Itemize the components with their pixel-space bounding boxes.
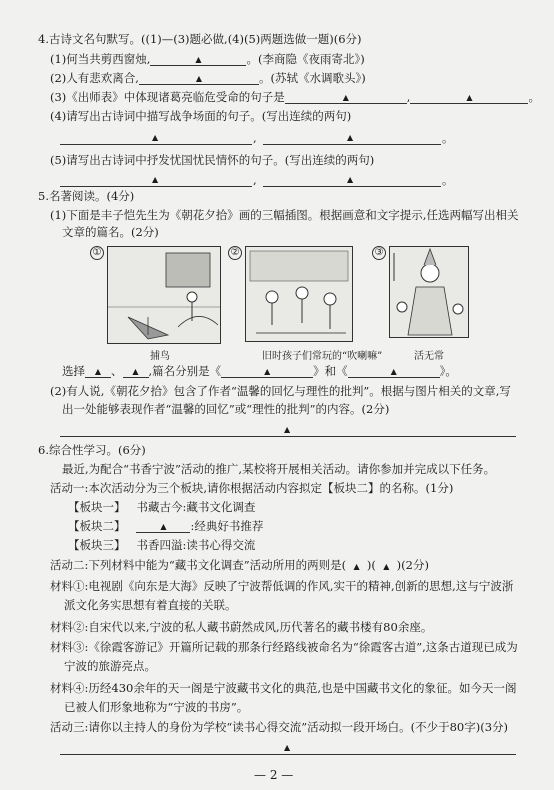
illustration-blowing-lama [245,246,353,342]
triangle-mark-icon: ▲ [284,425,291,434]
block-row: 【板块一】 书藏古今:藏书文化调查 [68,500,256,514]
q4-item-1: (1)何当共剪西窗烛, ▲ 。(李商隐《夜雨寄北》) [50,52,365,66]
illustration-living-impermanence [389,246,469,338]
picture-caption: 活无常 [414,351,444,362]
answer-line[interactable] [263,175,441,187]
q5-part1-line1: (1)下面是丰子恺先生为《朝花夕拾》画的三幅插图。根据画意和文字提示,任选两幅写出相关 [50,208,519,222]
answer-blank[interactable] [221,365,313,378]
material-line: 材料③:《徐霞客游记》开篇所记载的那条行经路线被命名为“徐霞客古道”,这条古道现已成为 [50,640,518,654]
answer-blank[interactable] [285,91,407,104]
answer-blank[interactable] [123,365,149,378]
q6-heading: 6.综合性学习。(6分) [38,443,146,457]
block-row: 【板块三】 书香四溢:读书心得交流 [68,538,256,552]
triangle-mark-icon: ▲ [383,562,390,571]
triangle-mark-icon: ▲ [195,74,203,83]
triangle-mark-icon: ▲ [466,93,473,102]
triangle-mark-icon: ▲ [132,367,139,376]
q6-activity-2: 活动二:下列材料中能为“藏书文化调查”活动所用的两则是( ▲ )( ▲ )(2分) [50,558,429,572]
q4-item-3: (3)《出师表》中体现诸葛亮临危受命的句子是 ▲ , ▲ 。 [50,90,540,104]
answer-blank[interactable] [410,91,528,104]
triangle-mark-icon: ▲ [284,743,291,752]
q4-item-5: (5)请写出古诗词中抒发忧国忧民情怀的句子。(写出连续的两句) [50,153,375,167]
triangle-mark-icon: ▲ [195,55,202,64]
block-row: 【板块二】 ▲ :经典好书推荐 [68,519,264,533]
answer-line[interactable] [60,133,252,145]
exam-page: 4.古诗文名句默写。((1)—(3)题必做,(4)(5)两题选做一题)(6分) (1)何当共剪西窗烛, ▲ 。(李商隐《夜雨寄北》) (2)人有悲欢离合, ▲ 。(苏轼《水调歌头》) (3)《出师表》中体现诸葛亮临危受命的句子是 ▲ , ▲ 。 (4)请写出古诗词中描写战争场面的句子。(写出连续的两句) ▲ , ▲ 。 (5)请写出古诗词中抒发忧国忧民情怀的句子。(写出连续的两句) ▲ , ▲ 。 5.名著阅读。(4分) (1)下面是丰子恺先生为《朝花夕拾》画的三幅插图。根据画意和文字提示,任选两幅写出相关 文章的篇名。(2分) ① 捕鸟 ② 旧时孩子们常玩的“吹喇嘛” ③ 活无常 选择 ▲ 、 ▲ ,篇名分别是《 ▲ 》和《 ▲ 》。 (2)有人说,《朝花夕拾》包含了作者“温馨的回忆与理性的批判”。根据与图片相关的文章,写 出一处能够表现作者“温馨的回忆”或“理性的批判”的内容。(2分) ▲ 6.综合性学习。(6分) 最近,为配合“书香宁波”活动的推广,某校将开展相关活动。请你参加并完成以下任务。 活动一:本次活动分为三个板块,请你根据活动内容拟定【板块二】的名称。(1分) 【板块一】 书藏古今:藏书文化调查 【板块二】 ▲ :经典好书推荐 【板块三】 书香四溢:读书心得交流 活动二:下列材料中能为“藏书文化调查”活动所用的两则是( ▲ )( ▲ )(2分) 材料①:电视剧《向东是大海》反映了宁波帮低调的作风,实干的精神,创新的思想,这与宁波浙 派文化务实思想有着直接的关联。 材料②:自宋代以来,宁波的私人藏书蔚然成风,历代著名的藏书楼有80余座。 材料③:《徐霞客游记》开篇所记载的那条行经路线被命名为“徐霞客古道”,这条古道现已成为 宁波的旅游亮点。 材料④:历经430余年的天一阁是宁波藏书文化的典范,也是中国藏书文化的象征。如今天一阁 已被人们形象地称为“宁波的书房”。 活动三:请你以主持人的身份为学校“读书心得交流”活动拟一段开场白。(不少于80字)(3分) ▲ — 2 — [38,32,540,782]
triangle-mark-icon: ▲ [342,93,349,102]
material-line: 材料①:电视剧《向东是大海》反映了宁波帮低调的作风,实干的精神,创新的思想,这与宁波浙 [50,579,514,593]
triangle-mark-icon: ▲ [390,367,397,376]
picture-caption: 捕鸟 [150,351,170,362]
illustration-bird-catching [107,246,221,344]
q4-item-2: (2)人有悲欢离合, ▲ 。(苏轼《水调歌头》) [50,71,366,85]
q6-activity-1: 活动一:本次活动分为三个板块,请你根据活动内容拟定【板块二】的名称。(1分) [50,481,454,495]
material-line: 材料②:自宋代以来,宁波的私人藏书蔚然成风,历代著名的藏书楼有80余座。 [50,620,433,634]
triangle-mark-icon: ▲ [160,522,167,531]
triangle-mark-icon: ▲ [347,175,354,184]
answer-line[interactable] [60,743,516,755]
answer-line[interactable] [60,425,516,437]
q5-heading: 5.名著阅读。(4分) [38,189,135,203]
page-number: — 2 — [254,768,294,782]
illustration-drawing [246,247,352,341]
material-line: 材料④:历经430余年的天一阁是宁波藏书文化的典范,也是中国藏书文化的象征。如今天一阁 [50,681,517,695]
answer-blank[interactable] [85,365,111,378]
answer-line[interactable] [60,175,252,187]
picture-number: ③ [372,246,386,260]
answer-blank[interactable] [136,520,190,533]
illustration-drawing [108,247,220,343]
answer-blank[interactable] [348,365,440,378]
picture-number: ① [90,246,104,260]
material-line: 已被人们形象地称为“宁波的书房”。 [64,700,249,714]
triangle-mark-icon: ▲ [152,175,159,184]
q5-choose-line: 选择 ▲ 、 ▲ ,篇名分别是《 ▲ 》和《 ▲ 》。 [62,364,457,378]
q6-activity-3: 活动三:请你以主持人的身份为学校“读书心得交流”活动拟一段开场白。(不少于80字)(3分) [50,720,509,734]
q4-item-4: (4)请写出古诗词中描写战争场面的句子。(写出连续的两句) [50,109,352,123]
q4-heading: 4.古诗文名句默写。((1)—(3)题必做,(4)(5)两题选做一题)(6分) [38,32,362,46]
answer-blank[interactable] [139,72,259,85]
q5-part1-line2: 文章的篇名。(2分) [62,225,159,239]
q5-part2-line1: (2)有人说,《朝花夕拾》包含了作者“温馨的回忆与理性的批判”。根据与图片相关的文章,写 [50,384,511,398]
answer-blank[interactable] [150,53,246,66]
triangle-mark-icon: ▲ [353,562,360,571]
material-line: 宁波的旅游亮点。 [64,659,156,673]
q6-intro: 最近,为配合“书香宁波”活动的推广,某校将开展相关活动。请你参加并完成以下任务。 [62,462,496,476]
q5-part2-line2: 出一处能够表现作者“温馨的回忆”或“理性的批判”的内容。(2分) [62,402,390,416]
triangle-mark-icon: ▲ [152,133,159,142]
triangle-mark-icon: ▲ [94,367,102,376]
answer-line[interactable] [263,133,441,145]
picture-caption: 旧时孩子们常玩的“吹喇嘛” [262,351,383,362]
triangle-mark-icon: ▲ [347,133,354,142]
material-line: 派文化务实思想有着直接的关联。 [64,598,237,612]
triangle-mark-icon: ▲ [264,367,271,376]
picture-number: ② [228,246,242,260]
illustration-drawing [390,247,468,337]
